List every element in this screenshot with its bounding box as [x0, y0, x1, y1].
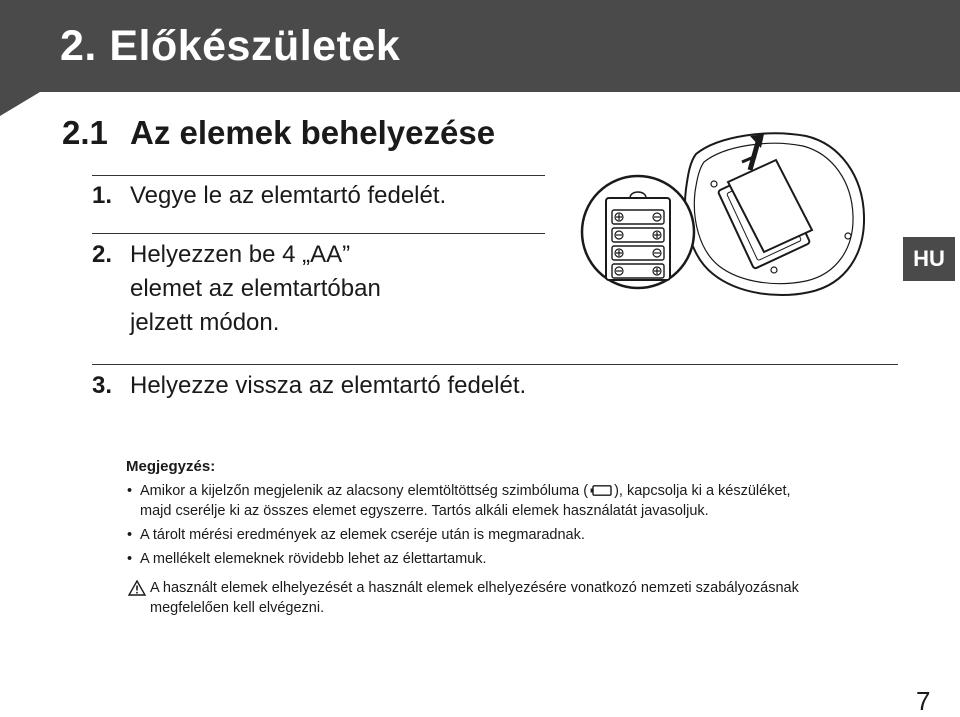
warning-section [128, 578, 908, 618]
note-list [126, 481, 906, 569]
step-divider [92, 233, 545, 234]
note-item [126, 549, 906, 569]
note-item-text: A mellékelt elemeknek rövidebb lehet az élettartamuk. [140, 551, 487, 567]
step-number: 2. [92, 241, 113, 268]
warning-triangle-icon [128, 580, 146, 596]
step-number: 3. [92, 372, 113, 399]
note-section [126, 457, 906, 573]
step-number: 1. [92, 182, 113, 209]
warning-text-line-1: A használt elemek elhelyezését a használt elemek elhelyezésére vonatkozó nemzeti szabályozásnak [150, 580, 799, 596]
language-badge: HU [903, 237, 955, 281]
note-item-text: A tárolt mérési eredmények az elemek cseréje után is megmaradnak. [140, 527, 585, 543]
chapter-title [60, 22, 400, 71]
step-text-line-2: elemet az elemtartóban [130, 275, 381, 302]
battery-installation-illustration [578, 124, 898, 324]
chapter-title-text: Előkészületek [109, 22, 401, 70]
note-title: Megjegyzés: [126, 458, 216, 475]
section-title: Az elemek behelyezése [130, 114, 496, 151]
device-body-illustration [685, 133, 864, 295]
step-text-line-3: jelzett módon. [130, 309, 280, 336]
page-number: 7 [916, 686, 931, 716]
step-divider [92, 175, 545, 176]
step-text: Helyezze vissza az elemtartó fedelét. [130, 372, 527, 399]
section-number: 2.1 [62, 114, 108, 151]
note-item-text: ), kapcsolja ki a készüléket, [614, 483, 791, 499]
step-text-line-1: Helyezzen be 4 „AA” [130, 241, 351, 268]
step-divider [92, 364, 898, 365]
note-item-text: majd cserélje ki az összes elemet egyszerre. Tartós alkáli elemek használatát javasoljuk. [140, 503, 709, 519]
note-item-text: Amikor a kijelzőn megjelenik az alacsony elemtöltöttség szimbóluma ( [140, 483, 589, 499]
battery-layout-callout [582, 176, 694, 288]
note-item [126, 481, 906, 521]
note-item [126, 525, 906, 545]
chapter-number: 2. [60, 22, 97, 70]
step-text: Vegye le az elemtartó fedelét. [130, 182, 447, 209]
low-battery-icon [590, 485, 612, 496]
section-heading [62, 114, 495, 152]
warning-text-line-2: megfelelően kell elvégezni. [150, 600, 325, 616]
